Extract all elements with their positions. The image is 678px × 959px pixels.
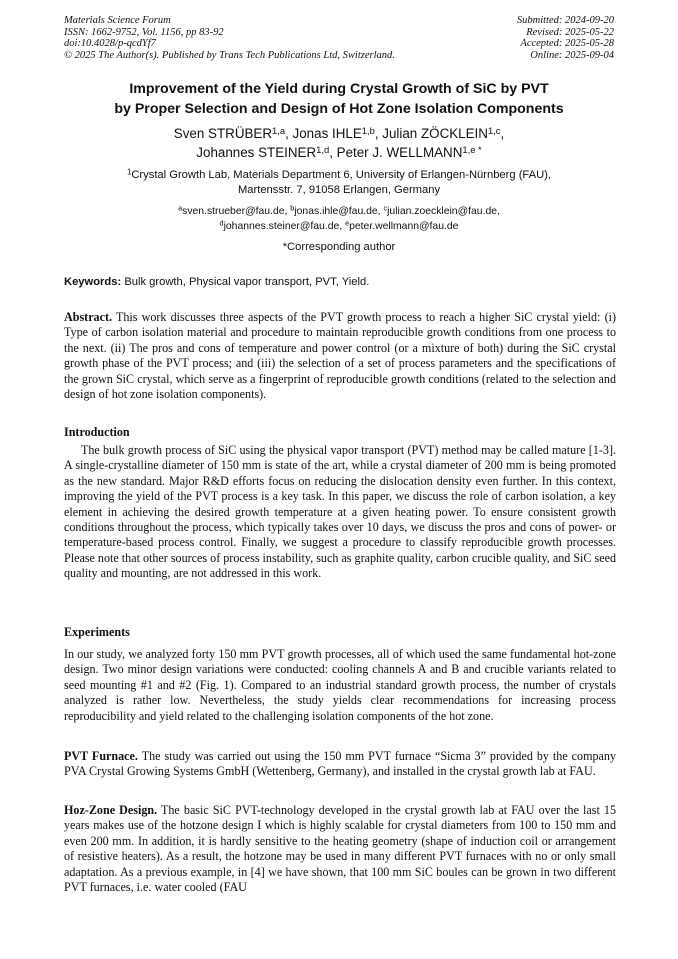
email-sup: e bbox=[345, 218, 350, 228]
author-name: Peter J. WELLMANN bbox=[336, 145, 463, 160]
affiliation bbox=[40, 168, 638, 198]
pvt-furnace-text: The study was carried out using the 150 mm PVT furnace “Sicma 3” provided by the company PVA Crystal Growing Systems GmbH (Wettenberg, Germany), and installed in the crystal growth lab at FAU. bbox=[64, 749, 616, 779]
email-link[interactable]: jonas.ihle@fau.de bbox=[294, 206, 378, 217]
paper-title bbox=[40, 79, 638, 119]
title-line-1: Improvement of the Yield during Crystal Growth of SiC by PVT bbox=[129, 81, 549, 97]
submitted-date: Submitted: 2024-09-20 bbox=[516, 15, 614, 26]
pvt-furnace-label: PVT Furnace. bbox=[64, 749, 138, 763]
author-list bbox=[40, 124, 638, 162]
corresponding-author-note: *Corresponding author bbox=[282, 241, 396, 253]
journal-name: Materials Science Forum bbox=[64, 15, 171, 26]
email-sep: , bbox=[377, 206, 384, 217]
author-name: Sven STRÜBER bbox=[173, 126, 273, 141]
author-sep: , bbox=[500, 126, 505, 141]
pvt-furnace-paragraph bbox=[64, 749, 616, 780]
email-sep: , bbox=[497, 206, 500, 217]
affiliation-line-1 bbox=[40, 168, 638, 183]
author-sup: 1,a bbox=[272, 125, 286, 136]
journal-issn: ISSN: 1662-9752, Vol. 1156, pp 83-92 bbox=[64, 26, 224, 38]
title-line-2: by Proper Selection and Design of Hot Zone Isolation Components bbox=[114, 101, 564, 117]
email-sup: a bbox=[178, 203, 183, 213]
email-link[interactable]: julian.zoecklein@fau.de bbox=[387, 206, 498, 217]
online-date: Online: 2025-09-04 bbox=[530, 49, 614, 61]
introduction-text: The bulk growth process of SiC using the physical vapor transport (PVT) method may be called mature [1-3]. A single-crystalline diameter of 150 mm is state of the art, while a crystal diameter of 200 mm is being promoted as the new standard. Major R&D efforts focus on reducing the dislocation density even further. In this context, improving the yield of the PVT process is a key task. In this paper, we discuss the role of carbon isolation, a key element in achieving the desired growth temperature at a given heating power. To ensure consistent growth conditions throughout the process, which typically takes over 10 days, we discuss the pros and cons of power- or temperature-based process control. Finally, we suggest a procedure to classify reproducible growth processes. Please note that other sources of process instability, such as graphite quality, carbon crucible quality, and SiC seed quality and mounting, are not addressed in this work. bbox=[64, 443, 616, 581]
experiments-heading: Experiments bbox=[64, 625, 130, 639]
keywords-text: Bulk growth, Physical vapor transport, PVT, Yield. bbox=[124, 276, 370, 288]
email-link[interactable]: peter.wellmann@fau.de bbox=[349, 220, 459, 232]
accepted-date: Accepted: 2025-05-28 bbox=[520, 38, 614, 50]
journal-doi: doi:10.4028/p-qcdYf7 bbox=[64, 38, 156, 50]
author-sup: 1,c bbox=[487, 125, 501, 136]
journal-header bbox=[64, 15, 444, 61]
author-line-1 bbox=[40, 124, 638, 143]
email-sup: b bbox=[290, 203, 295, 213]
keywords-label: Keywords: bbox=[64, 276, 122, 288]
email-line-1 bbox=[40, 205, 638, 220]
experiments-text: In our study, we analyzed forty 150 mm PVT growth processes, all of which used the same fundamental hot-zone design. Two minor design variations were conducted: cooling channels A and B and crucible variants related to seed mounting #1 and #2 (Fig. 1). Compared to an industrial standard growth process, the number of crystals analyzed is rather low. Nevertheless, the study yields clear recommendations for increasing process reproducibility and yield related to the challenging isolation components of the hot zone. bbox=[64, 647, 616, 723]
copyright-line: © 2025 The Author(s). Published by Trans Tech Publications Ltd, Switzerland. bbox=[64, 49, 395, 61]
email-sep: , bbox=[284, 206, 291, 217]
affiliation-line-2: Martensstr. 7, 91058 Erlangen, Germany bbox=[237, 184, 441, 196]
abstract-label: Abstract. bbox=[64, 310, 113, 324]
author-name: Julian ZÖCKLEIN bbox=[382, 126, 488, 141]
email-link[interactable]: sven.strueber@fau.de bbox=[182, 206, 285, 217]
revised-date: Revised: 2025-05-22 bbox=[526, 26, 614, 38]
hoz-zone-paragraph bbox=[64, 803, 616, 895]
dates-header bbox=[394, 15, 614, 61]
introduction-heading: Introduction bbox=[64, 425, 130, 439]
abstract-text: This work discusses three aspects of the PVT growth process to reach a higher SiC crystal yield: (i) Type of carbon isolation material and procedure to maintain reproducible growth conditions from one process to the next. (ii) The pros and cons of temperature and power control (or a mixture of both) during the SiC crystal growth phase of the PVT process; and (iii) the selection of a set of process parameters and the specifications of the grown SiC crystal, which serve as a fingerprint of reproducible growth conditions (related to the selection and design of hot zone isolation components). bbox=[64, 310, 616, 402]
author-sup: 1,b bbox=[361, 125, 375, 136]
author-sup: 1,e * bbox=[462, 144, 482, 155]
hoz-zone-text: The basic SiC PVT-technology developed in the crystal growth lab at FAU over the last 15 years makes use of the hotzone design I which is highly scalable for crystal diameters from 100 to 150 mm and even 200 mm. In addition, it is hardly sensitive to the heating geometry (shape of induction coil or arrangement of resistive heaters). As a result, the hotzone may be used in many different PVT furnaces with no or only small adaptation. As a previous example, in [4] we have shown, that 100 mm SiC boules can be grown in two different PVT furnaces, i.e. water cooled (FAU bbox=[64, 803, 617, 895]
author-line-2 bbox=[40, 143, 638, 162]
author-sep: , bbox=[285, 126, 293, 141]
hoz-zone-label: Hoz-Zone Design. bbox=[64, 803, 158, 817]
abstract bbox=[64, 310, 616, 402]
keywords bbox=[64, 275, 616, 289]
author-sep: , bbox=[374, 126, 383, 141]
affiliation-text: Crystal Growth Lab, Materials Department 6, University of Erlangen-Nürnberg (FAU), bbox=[131, 169, 552, 181]
email-line-2 bbox=[40, 220, 638, 235]
affiliation-sup: 1 bbox=[126, 167, 132, 177]
email-sep: , bbox=[339, 220, 346, 232]
author-sup: 1,d bbox=[316, 144, 330, 155]
author-sep: , bbox=[329, 145, 337, 160]
author-name: Jonas IHLE bbox=[292, 126, 362, 141]
email-sup: c bbox=[383, 203, 388, 213]
email-sup: d bbox=[219, 218, 224, 228]
author-name: Johannes STEINER bbox=[196, 145, 317, 160]
email-list bbox=[40, 205, 638, 234]
email-link[interactable]: johannes.steiner@fau.de bbox=[223, 220, 340, 232]
